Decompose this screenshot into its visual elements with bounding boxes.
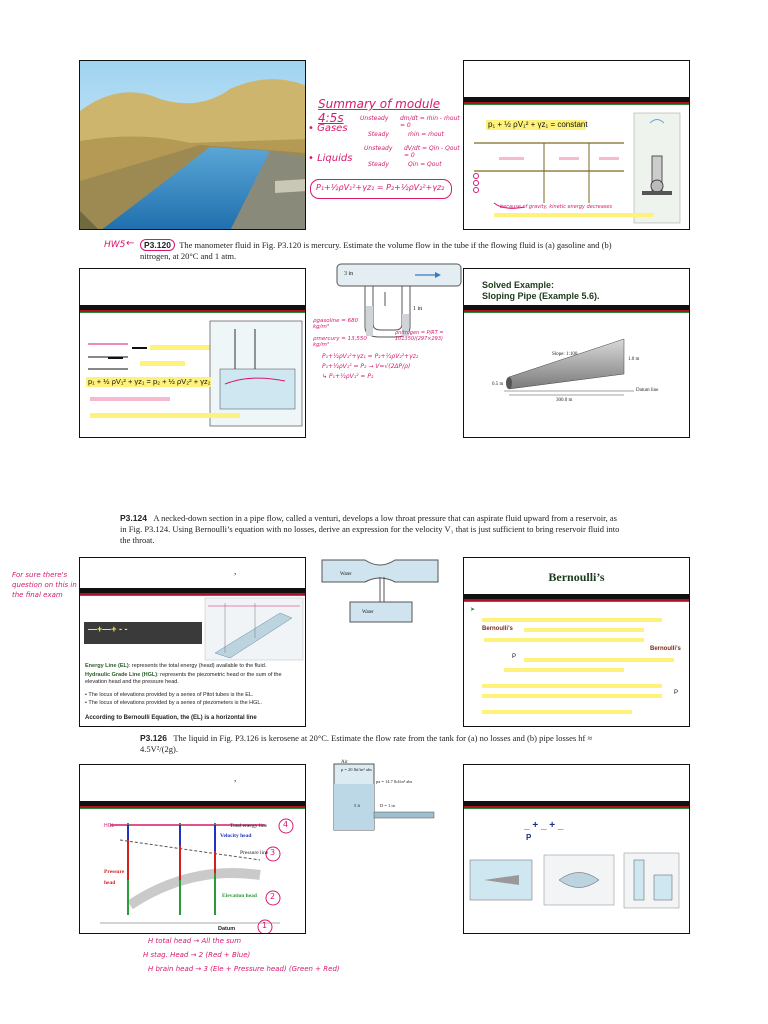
slide-energy-line — [79, 557, 306, 727]
manometer-work: P₁+½ρV₁²+γz₁ = P₂+½ρV₂²+γz₂ P₁+½ρV₁² = P₂ → V=√(2ΔP/ρ) ↳ P₁+½ρV₁² = P₂ — [322, 353, 419, 380]
circle-num-4: 4 — [283, 820, 289, 829]
slide-bernoulli-constant — [463, 60, 690, 230]
hw5-note: HW5 — [104, 240, 126, 250]
gas-unsteady-eq: dm/dt = ṁin - ṁout = 0 — [400, 115, 460, 129]
problem-p3-126 — [140, 733, 610, 755]
slide4-el — [85, 663, 303, 670]
fig126-diameter: D = 1 in — [380, 803, 395, 808]
slide3-d2: 1.0 m — [628, 357, 640, 362]
nitrogen-note: ρnitrogen = P/RT = 101350/(297×293) — [395, 330, 444, 342]
slide7-p: P — [526, 833, 532, 842]
slide4-box-eq: ―+―+ - - — [88, 624, 128, 634]
head-stag-note: H stag. Head → 2 (Red + Blue) — [143, 951, 251, 959]
canal-photo — [80, 61, 306, 230]
problem-p3-124 — [120, 513, 620, 546]
fig124-water1: Water — [340, 572, 352, 577]
slide1-equation: p₁ + ½ ρV₁² + γz₁ = constant — [488, 120, 588, 129]
circle-num-3: 3 — [270, 848, 276, 857]
slide4-conclusion: According to Bernoulli Equation, the (EL) is a horizontal line — [85, 715, 257, 721]
bernoulli-box-eq: P₁+½ρV₁²+γz₁ = P₂+½ρV₂²+γz₂ — [316, 183, 445, 192]
p124-text: A necked-down section in a pipe flow, called a venturi, develops a low throat pressure that can aspirate fluid upward from a reservoir, as in Fig. P3.124. Using Bernoulli’s equation with no losses, derive an expression for the velocity V₁ that is just sufficient to bring reservoir fluid into the throat. — [120, 513, 620, 545]
slide4-bullet2: • The locus of elevations provided by a series of piezometers is the HGL. — [85, 700, 262, 706]
slide5-label1: Bernoulli’s — [482, 626, 513, 632]
slide7-eq: _ + _ + _ — [524, 820, 564, 831]
slide6-total-energy: Total energy line — [230, 823, 268, 829]
fig126-air: Air — [341, 760, 348, 765]
figure-p3-124 — [320, 552, 440, 624]
gas-steady: Steady — [368, 131, 389, 138]
slide-canal-photo — [79, 60, 306, 230]
slide-pitot-static — [463, 764, 690, 934]
gasoline-note: ρgasoline = 680 kg/m³ — [313, 318, 359, 330]
slide6-velocity-head: Velocity head — [220, 833, 252, 839]
circle-num-2: 2 — [270, 892, 276, 901]
slide3-subtitle: Sloping Pipe (Example 5.6). — [482, 291, 600, 301]
slide4-hgl — [85, 672, 303, 686]
slide2-equation: p₁ + ½ ρV₁² + γz₁ = p₂ + ½ ρV₂² + γz₂ — [88, 377, 211, 386]
slide5-p2: P — [674, 690, 679, 696]
liquids-label: • Liquids — [308, 153, 353, 164]
slide6-pressure-line: Pressure line — [240, 850, 269, 856]
slide3-slope: Slope: 1:100 — [552, 352, 578, 357]
gas-steady-eq: ṁin = ṁout — [408, 131, 444, 138]
circle-num-1: 1 — [262, 921, 268, 930]
slide6-hgl: HGL — [104, 823, 115, 829]
fig126-height: 5 ft — [354, 803, 361, 808]
liq-steady: Steady — [368, 161, 389, 168]
head-brain-note: H brain head → 3 (Ele + Pressure head) (Green + Red) — [148, 965, 340, 973]
fig120-height: 1 in — [413, 306, 423, 312]
head-total-note: H total head → All the sum — [148, 937, 242, 945]
slide5-arrow: ➤ — [470, 607, 476, 613]
summary-title: Summary of module 4:5s — [318, 97, 441, 125]
slide5-label2: Bernoulli’s — [650, 646, 681, 652]
hgl-label: Hydraulic Grade Line (HGL) — [85, 672, 158, 678]
slide5-p1: P — [512, 654, 517, 660]
mercury-note: ρmercury = 13,550 kg/m³ — [313, 336, 367, 348]
el-text: : represents the total energy (head) available to the fluid. — [128, 663, 267, 669]
p126-text: The liquid in Fig. P3.126 is kerosene at 20°C. Estimate the flow rate from the tank for (a) no losses and (b) pipe losses hf ≈ 4.5V²/(2g). — [140, 733, 593, 754]
slide3-d1: 0.5 m — [492, 382, 504, 387]
fig124-water2: Water — [362, 610, 374, 615]
slide3-length: 300.0 m — [556, 398, 573, 403]
fig120-diameter: 3 in — [344, 271, 354, 277]
p124-id: P3.124 — [120, 513, 147, 523]
hgl-text: : represents the piezometric head or the sum of the elevation head and the pressure head. — [85, 672, 282, 685]
slide3-title: Solved Example: — [482, 280, 555, 290]
handwritten-summary — [308, 95, 460, 210]
slide4-dash: , — [234, 566, 237, 576]
el-label: Energy Line (EL) — [85, 663, 129, 669]
slide-hgl-egl — [79, 764, 306, 934]
fig126-atm: pa = 14.7 lbf/in² abs — [376, 779, 413, 784]
fig126-pressure: p = 20 lbf/in² abs — [341, 767, 372, 772]
slide-bernoulli-two-points — [79, 268, 306, 438]
problem-p3-120 — [140, 240, 635, 262]
slide-bernoulli-assumptions — [463, 557, 690, 727]
slide6-pressure-head: Pressure head — [104, 869, 125, 886]
slide4-bullet1: • The locus of elevations provided by a series of Pitot tubes is the EL. — [85, 692, 254, 698]
liq-unsteady: Unsteady — [364, 145, 393, 152]
hw5-arrow: ← — [126, 238, 135, 249]
slide6-dash: , — [234, 773, 237, 783]
p126-id: P3.126 — [140, 733, 167, 743]
slide-sloping-pipe — [463, 268, 690, 438]
slide7-diagram — [464, 765, 690, 934]
p120-id: P3.120 — [140, 239, 175, 251]
slide5-title: Bernoulli’s — [548, 570, 605, 584]
liq-unsteady-eq: dV/dt = Qin - Qout = 0 — [404, 145, 460, 159]
slide1-note: because of gravity, kinetic energy decreases — [500, 204, 613, 210]
slide6-elevation-head: Elevation head — [222, 893, 257, 899]
gas-unsteady: Unsteady — [360, 115, 389, 122]
for-sure-note: For sure there's question on this in the final exam — [12, 571, 77, 599]
p120-text: The manometer fluid in Fig. P3.120 is mercury. Estimate the volume flow in the tube if the flowing fluid is (a) gasoline and (b) nitrogen, at 20°C and 1 atm. — [140, 240, 612, 261]
gases-label: • Gases — [308, 123, 348, 134]
liq-steady-eq: Qin = Qout — [408, 161, 442, 168]
slide3-datum: Datum line — [636, 388, 659, 393]
slide6-datum: Datum — [218, 926, 236, 932]
